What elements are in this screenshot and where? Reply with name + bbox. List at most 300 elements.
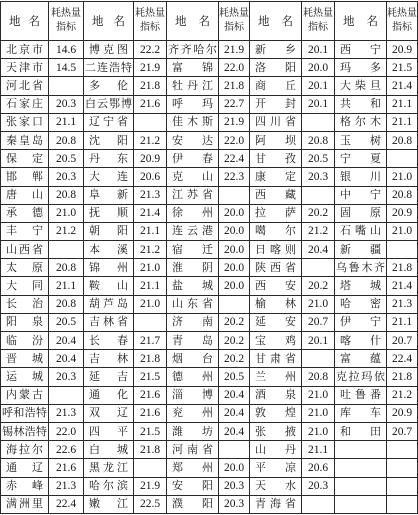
empty-cell <box>219 441 250 459</box>
heat-index-cell: 21.8 <box>387 368 418 386</box>
place-name-cell: 博克图 <box>84 41 134 59</box>
place-name-cell: 鞍 山 <box>84 277 134 295</box>
place-name-cell: 长 春 <box>84 332 134 350</box>
place-name-cell: 葫芦岛 <box>84 295 134 313</box>
heat-index-cell: 21.2 <box>49 222 84 240</box>
heat-index-cell: 20.8 <box>302 131 335 149</box>
heat-index-cell: 21.1 <box>387 113 418 131</box>
heat-index-cell: 20.3 <box>219 477 250 495</box>
heat-index-cell: 21.1 <box>387 313 418 331</box>
heat-index-cell: 22.3 <box>219 168 250 186</box>
heat-index-cell: 20.8 <box>387 131 418 149</box>
heat-index-cell: 20.6 <box>134 168 167 186</box>
place-name-cell: 喀 什 <box>335 332 387 350</box>
place-name-cell: 兰 州 <box>250 368 302 386</box>
table-row <box>1 131 418 149</box>
place-name-cell: 克 山 <box>167 168 219 186</box>
province-name-cell: 江苏省 <box>167 186 219 204</box>
heat-index-cell: 20.0 <box>219 259 250 277</box>
table-row <box>1 441 418 459</box>
place-name-cell: 克拉玛依 <box>335 368 387 386</box>
heat-index-header <box>387 2 418 41</box>
place-name-cell: 白云鄂博 <box>84 95 134 113</box>
place-name-cell: 洛 阳 <box>250 59 302 77</box>
heat-index-cell: 21.8 <box>134 441 167 459</box>
place-name-cell: 兖 州 <box>167 404 219 422</box>
empty-cell <box>387 459 418 477</box>
heat-index-cell: 20.9 <box>134 150 167 168</box>
heat-index-cell: 20.0 <box>219 277 250 295</box>
place-name-cell: 哈尔滨 <box>84 477 134 495</box>
place-name-cell: 朝 阳 <box>84 222 134 240</box>
place-name-cell: 西 宁 <box>335 41 387 59</box>
province-name-cell: 内蒙古 <box>1 386 49 404</box>
heat-index-cell: 21.4 <box>387 77 418 95</box>
heat-index-header <box>49 2 84 41</box>
header-row <box>1 2 418 41</box>
empty-cell <box>387 241 418 259</box>
place-name-cell: 抚 顺 <box>84 204 134 222</box>
place-name-cell: 宝 鸡 <box>250 332 302 350</box>
place-name-cell: 张 掖 <box>250 422 302 440</box>
place-name-cell: 濮 阳 <box>167 495 219 513</box>
heat-index-header-line: 耗热量 <box>303 8 333 19</box>
heat-index-cell: 20.9 <box>387 204 418 222</box>
heat-index-cell: 21.3 <box>49 477 84 495</box>
empty-cell <box>387 150 418 168</box>
heat-index-cell: 21.0 <box>387 168 418 186</box>
heat-index-cell: 21.1 <box>49 113 84 131</box>
heat-index-cell: 21.0 <box>302 386 335 404</box>
heat-index-cell: 21.7 <box>134 332 167 350</box>
heat-index-cell: 21.8 <box>387 259 418 277</box>
heat-index-cell: 20.8 <box>302 368 335 386</box>
place-name-cell: 格尔木 <box>335 113 387 131</box>
heat-index-cell: 21.0 <box>134 295 167 313</box>
heat-index-cell: 20.0 <box>219 459 250 477</box>
heat-index-cell: 20.1 <box>302 41 335 59</box>
province-name-cell: 辽宁省 <box>84 113 134 131</box>
heat-index-cell: 21.5 <box>387 59 418 77</box>
province-name-cell: 宁 夏 <box>335 150 387 168</box>
heat-index-cell: 20.4 <box>219 386 250 404</box>
table-row <box>1 59 418 77</box>
place-name-cell: 榆 林 <box>250 295 302 313</box>
place-name-cell: 丰 宁 <box>1 222 49 240</box>
heat-index-cell: 20.2 <box>219 313 250 331</box>
place-name-header: 地 名 <box>250 2 302 41</box>
table-row <box>1 350 418 368</box>
heat-index-cell: 21.9 <box>219 113 250 131</box>
heat-index-cell: 14.6 <box>49 41 84 59</box>
place-name-cell: 中 宁 <box>335 186 387 204</box>
table-row <box>1 368 418 386</box>
table-row <box>1 459 418 477</box>
heat-index-cell: 20.1 <box>302 332 335 350</box>
province-name-cell: 河北省 <box>1 77 49 95</box>
table-row <box>1 168 418 186</box>
heat-index-cell: 20.7 <box>302 313 335 331</box>
place-name-cell: 新 乡 <box>250 41 302 59</box>
heat-index-cell: 21.2 <box>387 386 418 404</box>
table-row <box>1 295 418 313</box>
place-name-cell: 吐鲁番 <box>335 386 387 404</box>
place-name-cell: 本 溪 <box>84 241 134 259</box>
heat-index-cell: 21.8 <box>134 77 167 95</box>
heat-index-cell: 22.0 <box>49 422 84 440</box>
heat-index-header-line: 耗热量 <box>219 8 249 19</box>
table-body <box>1 41 418 514</box>
province-name-cell: 吉林省 <box>84 313 134 331</box>
place-name-cell: 锡林浩特 <box>1 422 49 440</box>
place-name-cell: 甘 孜 <box>250 150 302 168</box>
province-name-cell: 甘肃省 <box>250 350 302 368</box>
heat-index-cell: 14.5 <box>49 59 84 77</box>
place-name-cell: 济 南 <box>167 313 219 331</box>
place-name-cell: 石嘴山 <box>335 222 387 240</box>
place-name-cell: 潍 坊 <box>167 422 219 440</box>
place-name-cell: 淮 阴 <box>167 259 219 277</box>
place-name-cell: 临 汾 <box>1 332 49 350</box>
place-name-cell: 伊 春 <box>167 150 219 168</box>
place-name-cell: 多 伦 <box>84 77 134 95</box>
place-name-cell: 嫩 江 <box>84 495 134 513</box>
province-name-cell: 青海省 <box>250 495 302 513</box>
place-name-header: 地 名 <box>167 2 219 41</box>
heat-index-cell: 21.0 <box>134 259 167 277</box>
province-name-cell: 山东省 <box>167 295 219 313</box>
heat-index-cell: 21.3 <box>49 404 84 422</box>
heat-index-cell: 21.6 <box>134 95 167 113</box>
empty-cell <box>49 77 84 95</box>
heat-index-cell: 20.9 <box>387 404 418 422</box>
empty-cell <box>387 477 418 495</box>
heat-index-cell: 20.4 <box>49 332 84 350</box>
heat-index-cell: 21.0 <box>302 295 335 313</box>
place-name-cell: 库 车 <box>335 404 387 422</box>
table-row <box>1 77 418 95</box>
place-name-cell: 赤 峰 <box>1 477 49 495</box>
empty-cell <box>335 495 387 513</box>
empty-cell <box>219 295 250 313</box>
heat-index-cell: 21.4 <box>134 204 167 222</box>
heat-index-cell: 21.5 <box>134 368 167 386</box>
table-row <box>1 277 418 295</box>
place-name-cell: 呼 玛 <box>167 95 219 113</box>
heat-index-cell: 20.0 <box>302 59 335 77</box>
heat-index-cell: 21.9 <box>134 477 167 495</box>
empty-cell <box>134 113 167 131</box>
heat-index-cell: 21.1 <box>49 277 84 295</box>
place-name-cell: 满洲里 <box>1 495 49 513</box>
place-name-cell: 阳 泉 <box>1 313 49 331</box>
place-name-cell: 酒 泉 <box>250 386 302 404</box>
table-row <box>1 150 418 168</box>
place-name-cell: 开 封 <box>250 95 302 113</box>
place-name-cell: 拉 萨 <box>250 204 302 222</box>
place-name-cell: 锦 州 <box>84 259 134 277</box>
place-name-cell: 哈 密 <box>335 295 387 313</box>
place-name-cell: 玉 树 <box>335 131 387 149</box>
heat-index-cell: 21.1 <box>134 222 167 240</box>
province-name-cell: 新 疆 <box>335 241 387 259</box>
place-name-cell: 玛 多 <box>335 59 387 77</box>
place-name-cell: 宿 迁 <box>167 241 219 259</box>
heat-index-cell: 21.1 <box>302 441 335 459</box>
heat-index-cell: 20.2 <box>219 332 250 350</box>
table-row <box>1 313 418 331</box>
heat-index-cell: 20.8 <box>49 295 84 313</box>
place-name-cell: 长 治 <box>1 295 49 313</box>
place-name-cell: 商 丘 <box>250 77 302 95</box>
place-name-cell: 固 原 <box>335 204 387 222</box>
place-name-cell: 大柴旦 <box>335 77 387 95</box>
heat-index-cell: 20.3 <box>302 477 335 495</box>
heat-index-cell: 20.8 <box>49 186 84 204</box>
heat-index-cell: 20.4 <box>49 350 84 368</box>
heat-index-cell: 20.8 <box>49 131 84 149</box>
heat-index-cell: 21.3 <box>134 186 167 204</box>
heat-index-header-line: 指标 <box>392 22 412 33</box>
heat-index-cell: 20.5 <box>49 313 84 331</box>
place-name-cell: 和 田 <box>335 422 387 440</box>
place-name-cell: 淄 博 <box>167 386 219 404</box>
heat-index-cell: 20.3 <box>219 495 250 513</box>
place-name-cell: 安 达 <box>167 131 219 149</box>
place-name-cell: 双 辽 <box>84 404 134 422</box>
heat-index-cell: 21.2 <box>134 131 167 149</box>
heat-index-cell: 21.6 <box>134 386 167 404</box>
table-row <box>1 95 418 113</box>
place-name-cell: 吉 林 <box>84 350 134 368</box>
empty-cell <box>335 459 387 477</box>
empty-cell <box>335 441 387 459</box>
place-name-cell: 齐齐哈尔 <box>167 41 219 59</box>
province-name-cell: 陕西省 <box>250 259 302 277</box>
heat-index-header-line: 耗热量 <box>135 8 165 19</box>
empty-cell <box>49 241 84 259</box>
heat-index-cell: 20.3 <box>49 368 84 386</box>
heat-index-cell: 22.0 <box>219 59 250 77</box>
place-name-cell: 阜 新 <box>84 186 134 204</box>
place-name-cell: 唐 山 <box>1 186 49 204</box>
heat-index-cell: 21.0 <box>302 404 335 422</box>
heat-index-header <box>134 2 167 41</box>
place-name-cell: 大 连 <box>84 168 134 186</box>
place-name-cell: 塔 城 <box>335 277 387 295</box>
empty-cell <box>302 350 335 368</box>
place-name-cell: 二连浩特 <box>84 59 134 77</box>
heat-consumption-table <box>0 1 418 514</box>
heat-index-header <box>302 2 335 41</box>
place-name-cell: 晋 城 <box>1 350 49 368</box>
empty-cell <box>302 186 335 204</box>
empty-cell <box>134 459 167 477</box>
heat-index-cell: 20.4 <box>219 422 250 440</box>
place-name-header: 地 名 <box>335 2 387 41</box>
heat-index-cell: 22.5 <box>134 495 167 513</box>
table-row <box>1 495 418 513</box>
place-name-cell: 运 城 <box>1 368 49 386</box>
place-name-cell: 佳木斯 <box>167 113 219 131</box>
table-row <box>1 386 418 404</box>
heat-index-cell: 22.4 <box>219 150 250 168</box>
heat-index-cell: 21.8 <box>134 350 167 368</box>
place-name-cell: 山 丹 <box>250 441 302 459</box>
heat-index-cell: 20.2 <box>302 277 335 295</box>
heat-index-header-line: 指标 <box>56 22 76 33</box>
heat-index-cell: 20.4 <box>302 241 335 259</box>
heat-index-cell: 20.9 <box>387 41 418 59</box>
place-name-cell: 通 辽 <box>1 459 49 477</box>
place-name-cell: 烟 台 <box>167 350 219 368</box>
heat-index-cell: 22.4 <box>387 350 418 368</box>
place-name-cell: 郑 州 <box>167 459 219 477</box>
place-name-cell: 青 岛 <box>167 332 219 350</box>
table-row <box>1 404 418 422</box>
heat-index-header-line: 指标 <box>308 22 328 33</box>
place-name-cell: 张家口 <box>1 113 49 131</box>
heat-index-cell: 20.5 <box>219 368 250 386</box>
place-name-cell: 四 平 <box>84 422 134 440</box>
empty-cell <box>335 477 387 495</box>
empty-cell <box>49 386 84 404</box>
place-name-cell: 徐 州 <box>167 204 219 222</box>
place-name-cell: 天 水 <box>250 477 302 495</box>
place-name-cell: 天津市 <box>1 59 49 77</box>
place-name-cell: 日喀则 <box>250 241 302 259</box>
heat-index-cell: 20.0 <box>219 222 250 240</box>
heat-index-cell: 20.8 <box>49 259 84 277</box>
heat-index-cell: 20.1 <box>302 95 335 113</box>
heat-index-cell: 22.7 <box>219 95 250 113</box>
heat-index-cell: 21.0 <box>302 422 335 440</box>
heat-index-header-line: 指标 <box>224 22 244 33</box>
heat-index-cell: 20.0 <box>219 204 250 222</box>
table-row <box>1 332 418 350</box>
heat-index-cell: 20.7 <box>387 422 418 440</box>
place-name-cell: 邯 郸 <box>1 168 49 186</box>
heat-index-cell: 21.6 <box>134 404 167 422</box>
heat-index-header <box>219 2 250 41</box>
place-name-cell: 白 城 <box>84 441 134 459</box>
heat-index-cell: 21.4 <box>387 277 418 295</box>
province-name-cell: 河南省 <box>167 441 219 459</box>
heat-index-cell: 21.9 <box>134 59 167 77</box>
place-name-cell: 承 德 <box>1 204 49 222</box>
place-name-cell: 牡丹江 <box>167 77 219 95</box>
heat-index-cell: 20.1 <box>302 77 335 95</box>
empty-cell <box>302 113 335 131</box>
place-name-cell: 伊 宁 <box>335 313 387 331</box>
table-row <box>1 222 418 240</box>
place-name-cell: 连云港 <box>167 222 219 240</box>
place-name-cell: 丹 东 <box>84 150 134 168</box>
place-name-cell: 乌鲁木齐 <box>335 259 387 277</box>
place-name-cell: 大 同 <box>1 277 49 295</box>
place-name-cell: 延 吉 <box>84 368 134 386</box>
heat-index-cell: 21.2 <box>302 222 335 240</box>
heat-index-cell: 21.6 <box>49 459 84 477</box>
empty-cell <box>387 495 418 513</box>
table-row <box>1 204 418 222</box>
empty-cell <box>134 313 167 331</box>
place-name-cell: 沈 阳 <box>84 131 134 149</box>
place-name-cell: 西 安 <box>250 277 302 295</box>
heat-index-cell: 20.8 <box>387 186 418 204</box>
heat-index-cell: 21.1 <box>134 277 167 295</box>
empty-cell <box>302 495 335 513</box>
place-name-cell: 太 原 <box>1 259 49 277</box>
heat-index-header-line: 指标 <box>140 22 160 33</box>
table-row <box>1 113 418 131</box>
heat-index-header-line: 耗热量 <box>387 8 417 19</box>
table-row <box>1 422 418 440</box>
heat-index-cell: 20.5 <box>302 150 335 168</box>
heat-index-cell: 22.4 <box>49 495 84 513</box>
heat-index-cell: 20.0 <box>219 241 250 259</box>
heat-index-cell: 21.1 <box>387 95 418 113</box>
place-name-cell: 秦皇岛 <box>1 131 49 149</box>
place-name-cell: 平 凉 <box>250 459 302 477</box>
empty-cell <box>387 441 418 459</box>
heat-index-header-line: 耗热量 <box>51 8 81 19</box>
province-name-cell: 黑龙江 <box>84 459 134 477</box>
heat-index-cell: 21.3 <box>387 295 418 313</box>
place-name-cell: 盐 城 <box>167 277 219 295</box>
heat-index-cell: 21.5 <box>134 422 167 440</box>
place-name-cell: 噶 尔 <box>250 222 302 240</box>
place-name-cell: 德 州 <box>167 368 219 386</box>
empty-cell <box>302 259 335 277</box>
province-name-cell: 四川省 <box>250 113 302 131</box>
heat-index-cell: 22.6 <box>49 441 84 459</box>
heat-index-cell: 22.0 <box>219 131 250 149</box>
heat-index-cell: 20.7 <box>387 332 418 350</box>
province-name-cell: 西 藏 <box>250 186 302 204</box>
heat-index-cell: 21.0 <box>387 222 418 240</box>
table-row <box>1 477 418 495</box>
table-row <box>1 241 418 259</box>
place-name-cell: 通 化 <box>84 386 134 404</box>
province-name-cell: 山西省 <box>1 241 49 259</box>
place-name-cell: 康 定 <box>250 168 302 186</box>
place-name-cell: 安 阳 <box>167 477 219 495</box>
place-name-cell: 敦 煌 <box>250 404 302 422</box>
heat-index-cell: 21.9 <box>219 41 250 59</box>
place-name-header: 地 名 <box>84 2 134 41</box>
table-row <box>1 186 418 204</box>
place-name-cell: 石家庄 <box>1 95 49 113</box>
empty-cell <box>219 186 250 204</box>
heat-index-cell: 20.6 <box>302 459 335 477</box>
place-name-cell: 富 蕴 <box>335 350 387 368</box>
heat-index-cell: 20.4 <box>219 404 250 422</box>
place-name-header: 地 名 <box>1 2 49 41</box>
table-row <box>1 41 418 59</box>
place-name-cell: 银 川 <box>335 168 387 186</box>
heat-index-cell: 20.3 <box>302 168 335 186</box>
place-name-cell: 共 和 <box>335 95 387 113</box>
table-row <box>1 259 418 277</box>
place-name-cell: 富 锦 <box>167 59 219 77</box>
heat-index-cell: 20.2 <box>219 350 250 368</box>
heat-index-cell: 21.2 <box>134 241 167 259</box>
place-name-cell: 延 安 <box>250 313 302 331</box>
place-name-cell: 北京市 <box>1 41 49 59</box>
heat-index-cell: 20.5 <box>49 150 84 168</box>
heat-index-cell: 20.2 <box>302 204 335 222</box>
